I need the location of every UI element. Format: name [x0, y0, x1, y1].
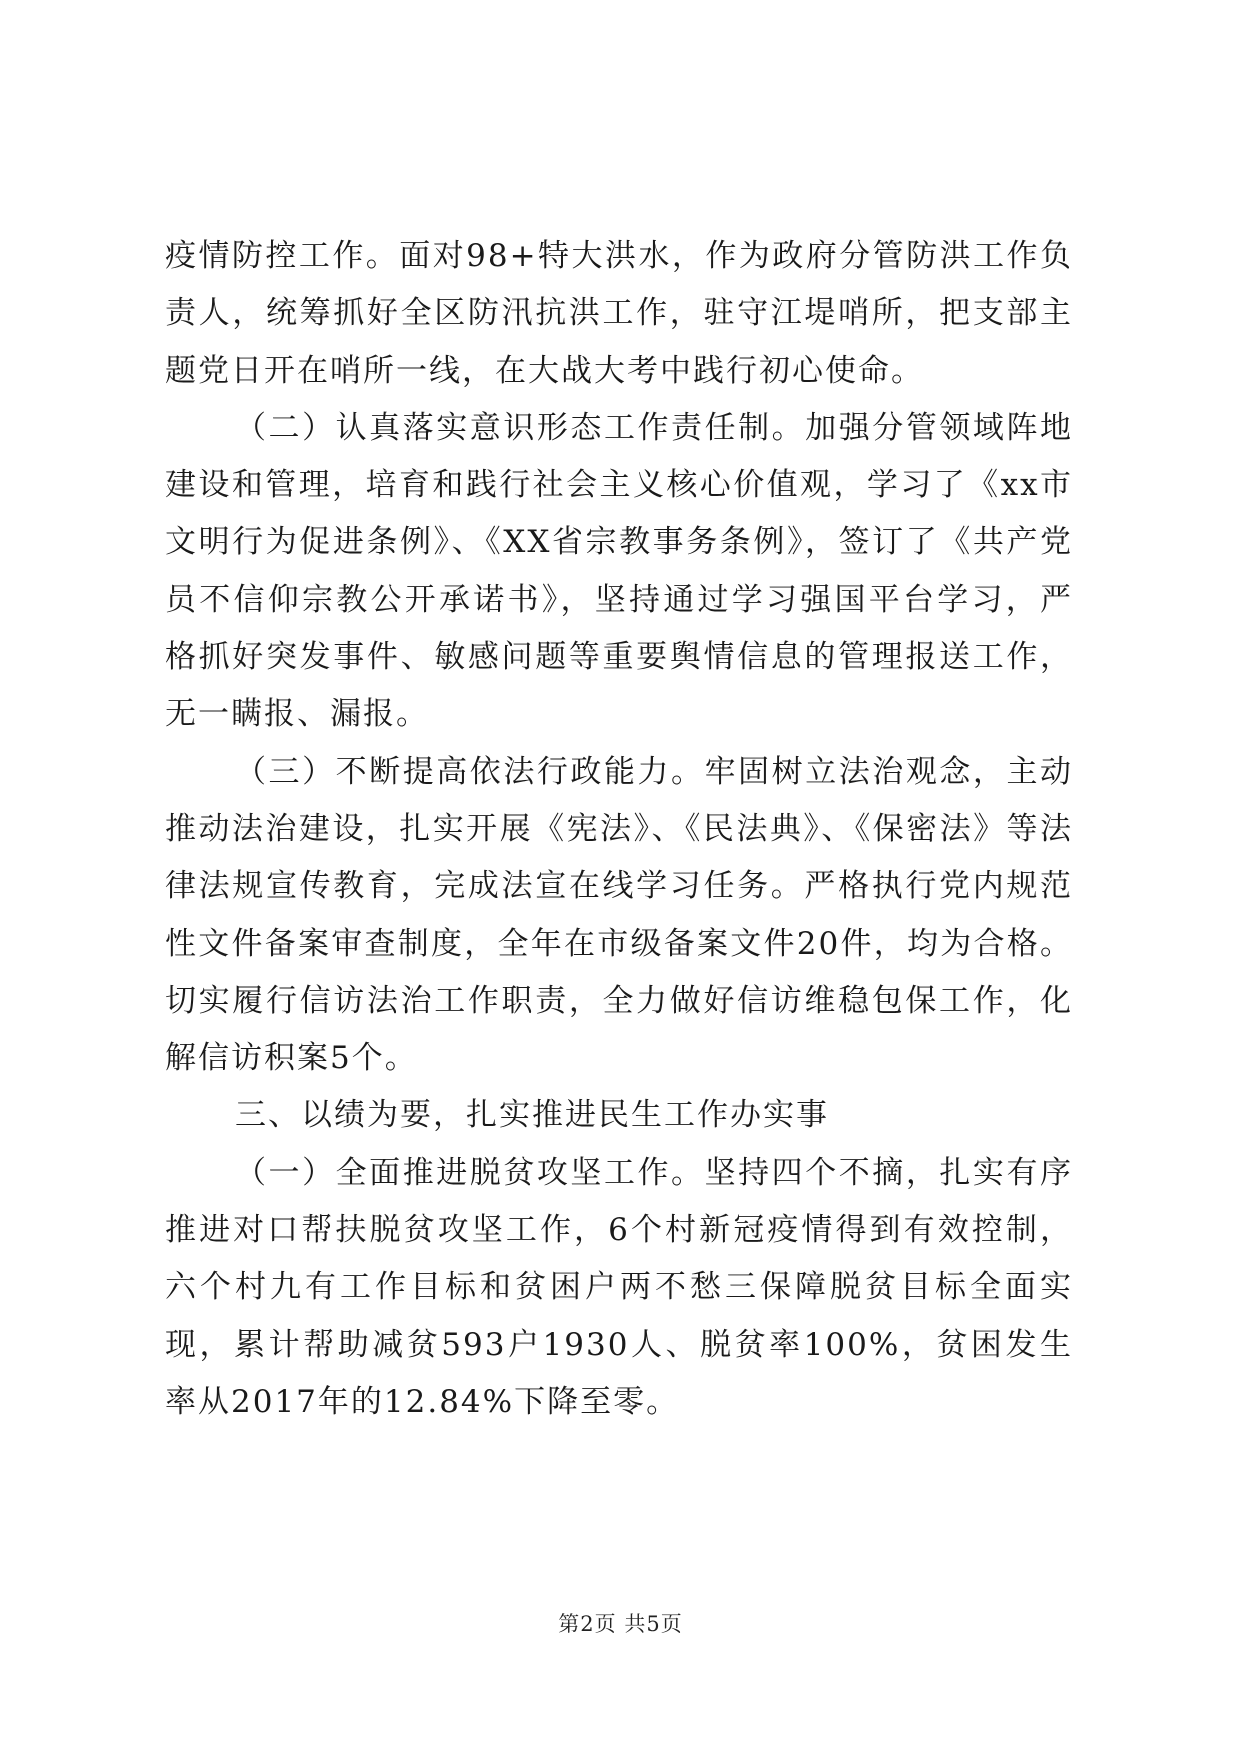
- paragraph-ideology-responsibility: （二）认真落实意识形态工作责任制。加强分管领域阵地建设和管理，培育和践行社会主义核心价值观，学习了《xx市文明行为促进条例》、《XX省宗教事务条例》，签订了《共产党员不信仰宗教公开承诺书》，坚持通过学习强国平台学习，严格抓好突发事件、敏感问题等重要舆情信息的管理报送工作，无一瞒报、漏报。: [165, 409, 1073, 733]
- paragraph-continuation: 疫情防控工作。面对98+特大洪水，作为政府分管防洪工作负责人，统筹抓好全区防汛抗洪工作，驻守江堤哨所，把支部主题党日开在哨所一线，在大战大考中践行初心使命。: [165, 238, 1073, 389]
- page-number-footer: 第2页 共5页: [558, 1612, 683, 1636]
- document-body: [165, 228, 1073, 1431]
- section-heading-livelihood: 三、以绩为要，扎实推进民生工作办实事: [235, 1097, 829, 1134]
- paragraph-rule-of-law: （三）不断提高依法行政能力。牢固树立法治观念，主动推动法治建设，扎实开展《宪法》、《民法典》、《保密法》等法律法规宣传教育，完成法宣在线学习任务。严格执行党内规范性文件备案审查制度，全年在市级备案文件20件，均为合格。切实履行信访法治工作职责，全力做好信访维稳包保工作，化解信访积案5个。: [165, 753, 1073, 1077]
- paragraph-poverty-alleviation: （一）全面推进脱贫攻坚工作。坚持四个不摘，扎实有序推进对口帮扶脱贫攻坚工作，6个村新冠疫情得到有效控制，六个村九有工作目标和贫困户两不愁三保障脱贫目标全面实现，累计帮助减贫593户1930人、脱贫率100%，贫困发生率从2017年的12.84%下降至零。: [165, 1154, 1073, 1420]
